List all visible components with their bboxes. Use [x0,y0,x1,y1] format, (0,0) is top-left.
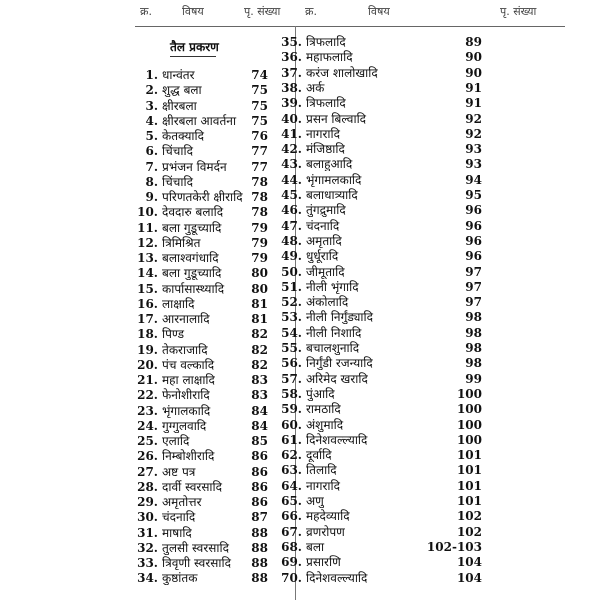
entry-topic: दिनेशवल्ल्यादि [306,570,368,585]
entry-page: 78 [251,205,268,220]
entry-topic: नीली निशादि [306,325,362,340]
entry-number: 5. [145,129,158,143]
entry-topic: परिणतकेरी क्षीरादि [162,190,243,204]
entry-number: 63. [281,463,302,478]
entry-page: 85 [251,434,268,448]
entry-page: 101 [456,463,482,478]
entry-number: 61. [281,432,302,447]
entry-page: 80 [251,281,268,296]
entry-topic: क्षीरबला आवर्तना [162,113,237,128]
entry-page: 96 [465,233,482,248]
entry-number: 69. [281,555,302,570]
entry-page: 102-103 [426,539,482,554]
entry-number: 34. [137,571,158,586]
entry-number: 66. [281,509,302,524]
entry-topic: अणु [306,494,324,508]
entry-page: 100 [456,386,482,401]
entry-page: 86 [251,495,268,509]
entry-number: 29. [137,495,158,509]
entry-topic: भृंगालकादि [162,403,211,418]
entry-number: 11. [137,220,158,235]
entry-number: 35. [281,35,302,49]
entry-topic: दिनेशवल्ल्यादि [306,432,368,447]
header-num-left: क्र. [140,5,152,18]
entry-topic: अंकोलादि [306,295,349,310]
entry-page: 93 [465,157,482,172]
entry-topic: तेकराजादि [162,342,208,357]
entry-page: 92 [465,111,482,126]
entry-page: 104 [456,555,482,570]
entry-page: 75 [251,113,268,128]
entry-number: 24. [137,418,158,433]
header-subject-left: विषय [182,5,204,18]
entry-number: 1. [145,68,158,82]
entry-topic: चिंचादि [162,174,193,189]
entry-page: 81 [251,296,268,311]
entry-topic: चंदनादि [162,510,196,525]
entry-number: 58. [281,386,302,401]
entry-page: 83 [251,373,268,387]
entry-page: 101 [456,448,482,463]
entry-page: 96 [465,249,482,264]
entry-number: 68. [281,539,302,554]
entry-page: 86 [251,464,268,479]
entry-page: 91 [465,80,482,95]
entry-page: 97 [465,295,482,310]
entry-topic: कुष्ठांतक [162,571,198,586]
entry-topic: त्रिफलादि [306,96,346,111]
entry-number: 22. [137,388,158,403]
entry-page: 82 [251,327,268,342]
entry-number: 45. [281,188,302,202]
entry-page: 78 [251,174,268,189]
entry-number: 3. [145,98,158,113]
entry-topic: निम्बोशीरादि [162,449,215,464]
entry-number: 38. [281,80,302,95]
entry-number: 47. [281,218,302,233]
entry-number: 62. [281,448,302,463]
entry-topic: केतक्यादि [162,129,205,143]
entry-page: 98 [465,356,482,371]
entry-topic: मंजिष्ठादि [306,142,345,157]
entry-page: 95 [465,188,482,202]
entry-number: 49. [281,249,302,264]
entry-page: 100 [456,402,482,417]
entry-number: 14. [137,266,158,281]
entry-page: 102 [456,509,482,524]
entry-page: 88 [251,525,268,540]
entry-topic: महाफलादि [306,50,353,65]
entry-page: 79 [251,220,268,235]
entry-number: 21. [137,373,158,387]
entry-topic: दार्वी स्वरसादि [162,479,223,494]
entry-topic: धान्वंतर [162,68,195,82]
entry-topic: प्रभंजन विमर्दन [162,159,227,174]
entry-topic: बलाहुआदि [306,157,353,172]
entry-page: 98 [465,341,482,355]
entry-number: 15. [137,281,158,296]
entry-page: 100 [456,417,482,432]
entry-number: 70. [281,570,302,585]
entry-page: 81 [251,312,268,326]
entry-page: 84 [251,418,268,433]
entry-topic: करंज शालोखादि [306,65,378,80]
header-page-right: पृ. संख्या [500,5,537,18]
entry-topic: महा लाक्षादि [162,373,215,387]
entry-number: 44. [281,172,302,187]
entry-topic: बला गुडूच्यादि [162,266,222,281]
entry-topic: धुर्धूरादि [306,249,339,264]
entry-page: 82 [251,357,268,372]
entry-topic: अरिमेद खरादि [306,371,368,386]
entry-topic: अंशुमादि [306,417,344,432]
entry-topic: चंदनादि [306,218,340,233]
entry-number: 36. [281,50,302,65]
entry-page: 93 [465,142,482,157]
entry-topic: बला गुडूच्यादि [162,220,222,235]
entry-page: 83 [251,388,268,403]
entry-topic: दूर्वादि [306,448,332,463]
entry-number: 60. [281,417,302,432]
entry-topic: अर्क [306,80,325,95]
entry-number: 56. [281,356,302,371]
entry-number: 13. [137,251,158,265]
entry-number: 10. [137,205,158,220]
entry-topic: तुंगद्रुमादि [306,203,346,218]
entry-page: 96 [465,218,482,233]
entry-number: 42. [281,142,302,157]
entry-number: 16. [137,296,158,311]
entry-topic: अमृतोत्तर [162,495,202,509]
entry-number: 41. [281,126,302,141]
entry-page: 78 [251,190,268,204]
entry-topic: गुग्गुलवादि [162,418,207,433]
header-num-right: क्र. [305,5,317,18]
entry-number: 30. [137,510,158,525]
entry-page: 77 [251,144,268,159]
entry-number: 19. [137,342,158,357]
entry-topic: निर्गुंडी रजन्यादि [306,356,373,371]
entry-topic: आरनालादि [162,312,210,326]
section-title-underline [170,56,216,57]
entry-topic: तुलसी स्वरसादि [162,540,229,555]
entry-number: 20. [137,357,158,372]
entry-number: 8. [145,174,158,189]
entry-page: 98 [465,325,482,340]
entry-topic: महदेव्यादि [306,509,350,524]
entry-topic: अष्ट पत्र [162,464,196,479]
entry-page: 104 [456,570,482,585]
entry-topic: माषादि [162,525,192,540]
entry-topic: नागरादि [306,126,341,141]
header-subject-right: विषय [368,5,390,18]
entry-number: 26. [137,449,158,464]
entry-page: 86 [251,449,268,464]
entry-topic: त्रिवृणी स्वरसादि [162,556,231,570]
entry-page: 88 [251,571,268,586]
entry-page: 101 [456,494,482,508]
entry-page: 88 [251,556,268,570]
entry-number: 25. [137,434,158,448]
entry-number: 27. [137,464,158,479]
entry-number: 39. [281,96,302,111]
entry-topic: बलाधात्र्यादि [306,188,358,202]
entry-page: 89 [465,35,482,49]
entry-number: 23. [137,403,158,418]
entry-topic: पंच वल्कादि [162,357,215,372]
entry-number: 9. [145,190,158,204]
entry-number: 50. [281,264,302,279]
entry-number: 46. [281,203,302,218]
entry-number: 33. [137,556,158,570]
header-divider [135,26,565,27]
entry-number: 54. [281,325,302,340]
entry-page: 79 [251,251,268,265]
entry-page: 97 [465,264,482,279]
entry-page: 88 [251,540,268,555]
entry-topic: व्रणरोपण [306,524,345,539]
entry-page: 87 [251,510,268,525]
entry-number: 2. [145,83,158,98]
entry-page: 75 [251,83,268,98]
entry-topic: शुद्ध बला [162,83,202,98]
entry-topic: कार्पासास्थ्यादि [162,281,225,296]
entry-page: 94 [465,172,482,187]
entry-topic: जीमूतादि [306,264,345,279]
entry-topic: बला [306,539,325,554]
entry-page: 82 [251,342,268,357]
entry-page: 91 [465,96,482,111]
entry-number: 7. [145,159,158,174]
entry-topic: त्रिमिश्रित [162,235,201,250]
entry-number: 12. [137,235,158,250]
entry-topic: बचालशुनादि [306,341,360,355]
entry-topic: प्रसारणि [306,555,341,570]
entry-number: 18. [137,327,158,342]
entry-page: 90 [465,50,482,65]
entry-number: 59. [281,402,302,417]
entry-number: 57. [281,371,302,386]
entry-topic: एलादि [162,434,190,448]
entry-topic: क्षीरबला [162,98,197,113]
entry-page: 90 [465,65,482,80]
entry-number: 52. [281,295,302,310]
entry-page: 97 [465,279,482,294]
entry-topic: बलाश्वगंधादि [162,251,219,265]
entry-page: 101 [456,478,482,493]
entry-topic: अमृतादि [306,233,342,248]
entry-page: 96 [465,203,482,218]
entry-page: 98 [465,310,482,325]
entry-topic: प्रसन बिल्वादि [306,111,367,126]
entry-page: 100 [456,432,482,447]
entry-number: 48. [281,233,302,248]
entry-topic: तिलादि [306,463,337,478]
entry-number: 53. [281,310,302,325]
entry-topic: देवदारु बलादि [162,205,224,220]
entry-topic: नीली भृंगादि [306,279,359,294]
entry-page: 84 [251,403,268,418]
entry-topic: नागरादि [306,478,341,493]
entry-topic: भृंगामलकादि [306,172,362,187]
entry-number: 28. [137,479,158,494]
entry-topic: पिण्ड [162,327,185,342]
entry-topic: त्रिफलादि [306,35,346,49]
entry-number: 6. [145,144,158,159]
entry-page: 86 [251,479,268,494]
entry-number: 67. [281,524,302,539]
entry-page: 76 [251,129,268,143]
entry-page: 80 [251,266,268,281]
entry-topic: नीली निर्गुंड्यादि [306,310,373,325]
entry-page: 99 [465,371,482,386]
entry-number: 65. [281,494,302,508]
entry-topic: फेनोशीरादि [162,388,210,403]
entry-page: 79 [251,235,268,250]
column-header [0,4,600,24]
entry-topic: रामठादि [306,402,341,417]
entry-page: 74 [251,68,268,82]
entry-topic: चिंचादि [162,144,193,159]
entry-topic: पुंआदि [306,386,335,401]
entry-page: 75 [251,98,268,113]
entry-page: 102 [456,524,482,539]
entry-number: 31. [137,525,158,540]
entry-number: 32. [137,540,158,555]
entry-number: 37. [281,65,302,80]
entry-topic: लाक्षादि [162,296,195,311]
entry-number: 51. [281,279,302,294]
header-page-left: पृ. संख्या [244,5,281,18]
entry-page: 77 [251,159,268,174]
entry-number: 4. [145,113,158,128]
entry-number: 64. [281,478,302,493]
entry-number: 40. [281,111,302,126]
section-title: तैल प्रकरण [170,40,219,54]
entry-number: 17. [137,312,158,326]
entry-page: 92 [465,126,482,141]
entry-number: 55. [281,341,302,355]
entry-number: 43. [281,157,302,172]
